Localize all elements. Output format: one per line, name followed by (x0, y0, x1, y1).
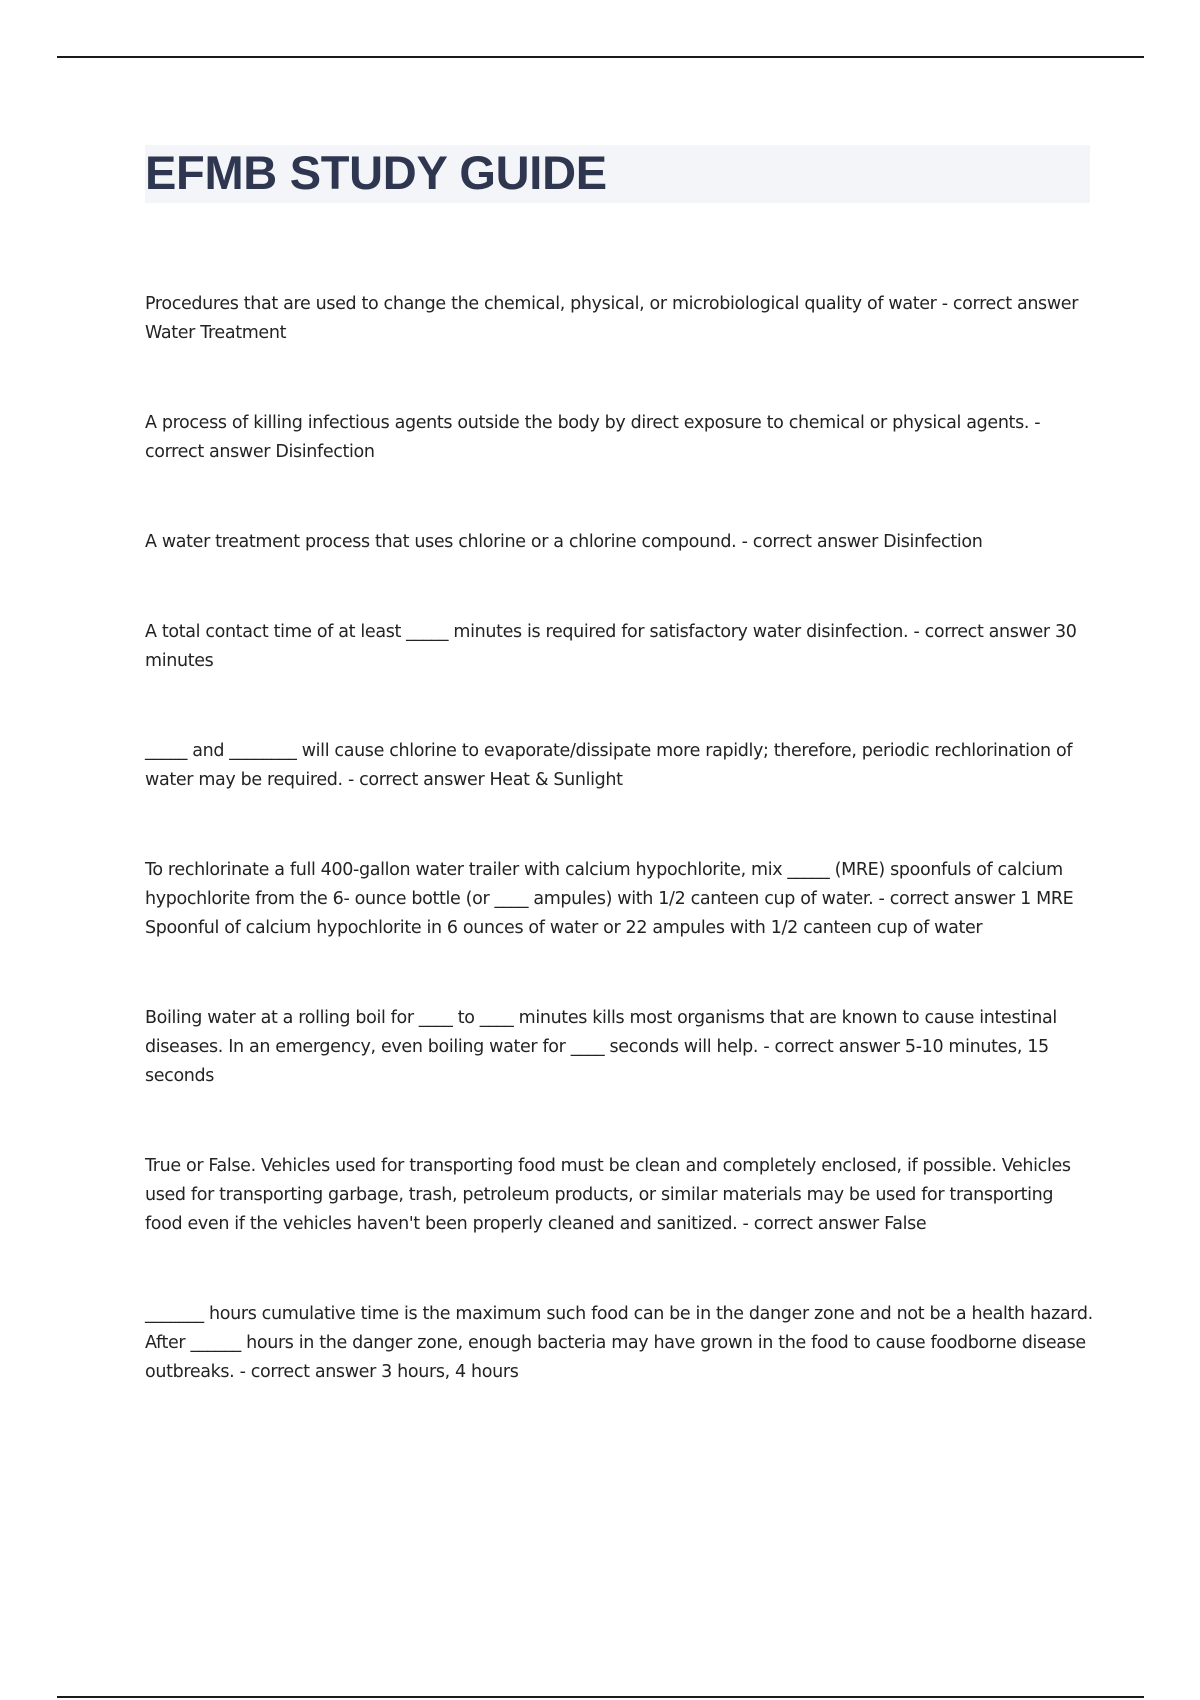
qa-list (145, 290, 1095, 1448)
qa-item (145, 618, 1095, 676)
qa-item (145, 290, 1095, 348)
answer-separator: - correct answer (342, 770, 490, 790)
qa-item (145, 528, 1095, 557)
qa-item (145, 1152, 1095, 1239)
answer-separator: - correct answer (145, 413, 1041, 462)
qa-item (145, 409, 1095, 467)
top-rule (57, 56, 1144, 58)
answer-text: 1 MRE Spoonful of calcium hypochlorite in 6 ounces of water or 22 ampules with 1/2 canteen cup of water (145, 889, 1074, 938)
answer-text: 3 hours, 4 hours (381, 1362, 519, 1382)
question-text: A process of killing infectious agents outside the body by direct exposure to chemical or physical agents. (145, 413, 1030, 433)
answer-text: Disinfection (883, 532, 983, 552)
qa-item (145, 737, 1095, 795)
answer-separator: - correct answer (737, 1214, 885, 1234)
document-title: EFMB STUDY GUIDE (145, 146, 607, 199)
answer-text: Disinfection (275, 442, 375, 462)
question-text: Procedures that are used to change the chemical, physical, or microbiological quality of water (145, 294, 937, 314)
question-text: To rechlorinate a full 400-gallon water trailer with calcium hypochlorite, mix _____ (MRE) spoonfuls of calcium hypochlorite from the 6- ounce bottle (or ____ ampules) with 1/2 canteen cup of water. (145, 860, 1063, 909)
bottom-rule (57, 1696, 1144, 1698)
answer-text: 5-10 minutes, 15 seconds (145, 1037, 1049, 1086)
answer-separator: - correct answer (873, 889, 1021, 909)
answer-text: Heat & Sunlight (489, 770, 623, 790)
answer-text: 30 minutes (145, 622, 1077, 671)
answer-separator: - correct answer (736, 532, 884, 552)
answer-separator: - correct answer (758, 1037, 905, 1057)
qa-item (145, 1004, 1095, 1091)
question-text: A water treatment process that uses chlorine or a chlorine compound. (145, 532, 737, 552)
answer-separator: - correct answer (234, 1362, 382, 1382)
question-text: _____ and ________ will cause chlorine to evaporate/dissipate more rapidly; therefore, periodic rechlorination of water may be required. (145, 741, 1073, 790)
question-text: _______ hours cumulative time is the maximum such food can be in the danger zone and not be a health hazard. After ______ hours in the danger zone, enough bacteria may have grown in the food to cause foodborne disease outbreaks. (145, 1304, 1093, 1382)
qa-item (145, 856, 1095, 943)
answer-text: False (884, 1214, 927, 1234)
answer-separator: - correct answer (908, 622, 1055, 642)
question-text: A total contact time of at least _____ minutes is required for satisfactory water disinfection. (145, 622, 909, 642)
question-text: Boiling water at a rolling boil for ____ to ____ minutes kills most organisms that are known to cause intestinal diseases. In an emergency, even boiling water for ____ seconds will help. (145, 1008, 1057, 1057)
question-text: True or False. Vehicles used for transporting food must be clean and completely enclosed, if possible. Vehicles used for transporting garbage, trash, petroleum products, or similar materials may be used for transporting food even if the vehicles haven't been properly cleaned and sanitized. (145, 1156, 1071, 1234)
qa-item (145, 1300, 1095, 1387)
answer-text: Water Treatment (145, 323, 287, 343)
answer-separator: - correct answer (936, 294, 1079, 314)
